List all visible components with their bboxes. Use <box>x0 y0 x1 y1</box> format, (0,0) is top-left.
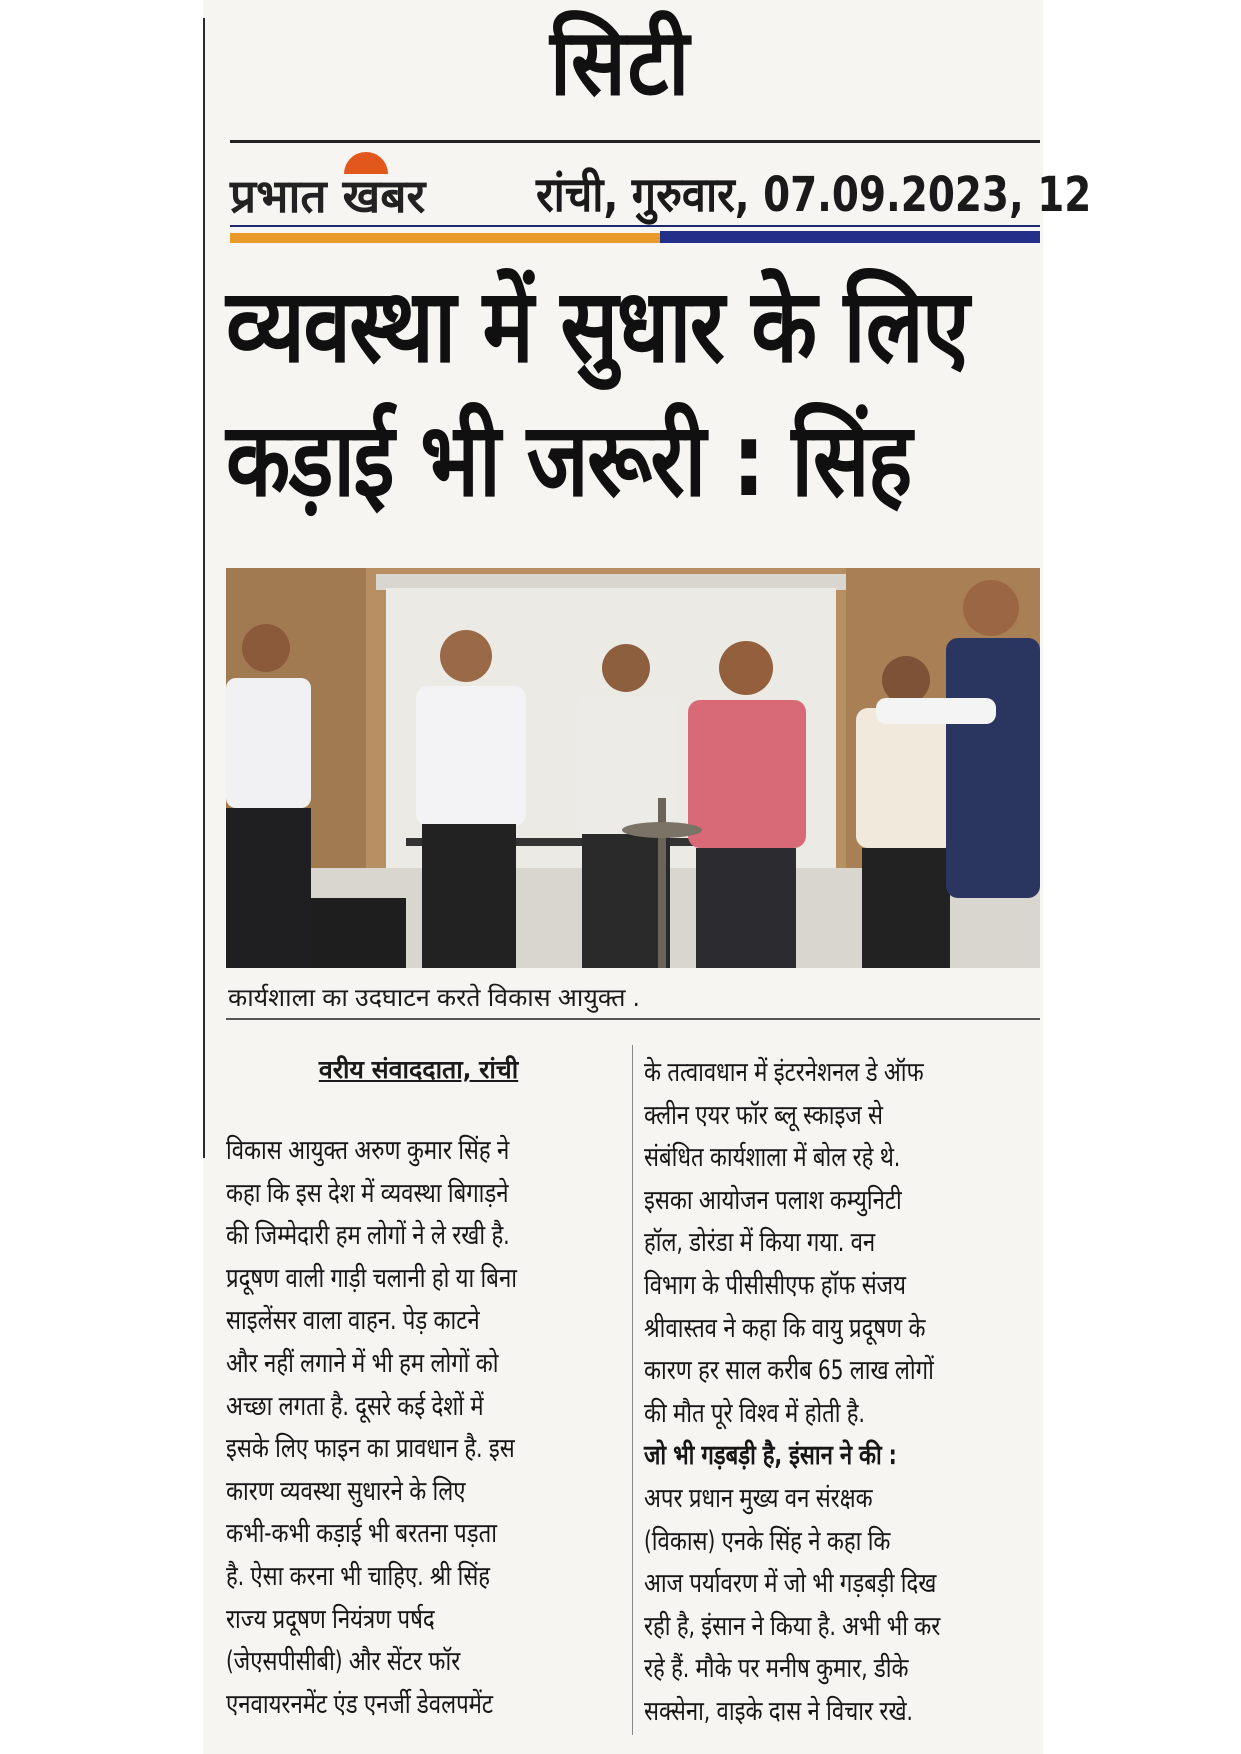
page-edge-line <box>203 18 205 1158</box>
dateline: रांची, गुरुवार, 07.09.2023, 12 <box>536 167 1092 223</box>
column-1-line: विकास आयुक्त अरुण कुमार सिंह ने <box>226 1135 510 1166</box>
article-column-2 <box>644 1052 1029 1734</box>
photo-caption: कार्यशाला का उदघाटन करते विकास आयुक्त . <box>228 983 640 1012</box>
column-1-line: अच्छा लगता है. दूसरे कई देशों में <box>226 1390 484 1422</box>
column-2-line: के तत्वावधान में इंटरनेशनल डे ऑफ <box>644 1057 924 1088</box>
column-1-line: कारण व्यवस्था सुधारने के लिए <box>226 1475 466 1507</box>
band-blue <box>660 231 1040 243</box>
masthead-color-band <box>230 231 1040 243</box>
news-photo <box>226 568 1040 968</box>
photo-illustration <box>226 568 1040 968</box>
column-divider <box>632 1045 633 1735</box>
column-1-line: एनवायरनमेंट एंड एनर्जी डेवलपमेंट <box>226 1688 494 1720</box>
masthead <box>226 160 1092 230</box>
subheading: जो भी गड़बड़ी है, इंसान ने की : <box>644 1440 897 1472</box>
column-2-line: रहे हैं. मौके पर मनीष कुमार, डीके <box>644 1653 909 1685</box>
band-top-line <box>230 225 1040 227</box>
article-column-1 <box>226 1130 611 1726</box>
column-1-line: कहा कि इस देश में व्यवस्था बिगाड़ने <box>226 1177 509 1209</box>
caption-rule <box>226 1018 1040 1020</box>
column-2-line: संबंधित कार्यशाला में बोल रहे थे. <box>644 1142 901 1174</box>
column-2-line: (विकास) एनके सिंह ने कहा कि <box>644 1525 891 1557</box>
headline-line-1: व्यवस्था में सुधार के लिए <box>226 267 968 386</box>
column-1-line: इसके लिए फाइन का प्रावधान है. इस <box>226 1433 515 1465</box>
top-rule <box>230 140 1040 143</box>
column-1-line: प्रदूषण वाली गाड़ी चलानी हो या बिना <box>226 1262 517 1294</box>
column-1-line: राज्य प्रदूषण नियंत्रण पर्षद <box>226 1603 435 1635</box>
column-1-line: की जिम्मेदारी हम लोगों ने ले रखी है. <box>226 1220 510 1252</box>
column-2-line: रही है, इंसान ने किया है. अभी भी कर <box>644 1610 941 1642</box>
column-1-line: साइलेंसर वाला वाहन. पेड़ काटने <box>226 1305 480 1337</box>
column-2-line: श्रीवास्तव ने कहा कि वायु प्रदूषण के <box>644 1312 926 1344</box>
column-2-line: कारण हर साल करीब 65 लाख लोगों <box>644 1355 934 1387</box>
column-2-line: अपर प्रधान मुख्य वन संरक्षक <box>644 1482 873 1514</box>
column-2-line: सक्सेना, वाइके दास ने विचार रखे. <box>644 1695 913 1727</box>
column-2-line: आज पर्यावरण में जो भी गड़बड़ी दिख <box>644 1568 937 1600</box>
column-2-line: इसका आयोजन पलाश कम्युनिटी <box>644 1184 902 1216</box>
column-1-line: है. ऐसा करना भी चाहिए. श्री सिंह <box>226 1560 491 1592</box>
newspaper-logo: प्रभात खबर <box>230 169 426 223</box>
section-title: सिटी <box>550 9 691 116</box>
column-1-line: (जेएसपीसीबी) और सेंटर फॉर <box>226 1646 461 1678</box>
band-orange <box>230 233 670 243</box>
column-2-line: की मौत पूरे विश्व में होती है. <box>644 1397 865 1429</box>
column-2-line: हॉल, डोरंडा में किया गया. वन <box>644 1227 876 1259</box>
headline-line-2: कड़ाई भी जरूरी : सिंह <box>226 401 911 520</box>
byline: वरीय संवाददाता, रांची <box>318 1055 519 1084</box>
column-2-line: क्लीन एयर फॉर ब्लू स्काइज से <box>644 1099 884 1131</box>
column-2-line: विभाग के पीसीसीएफ हॉफ संजय <box>644 1269 906 1301</box>
headline <box>226 260 1046 528</box>
column-1-line: और नहीं लगाने में भी हम लोगों को <box>226 1347 499 1379</box>
column-1-line: कभी-कभी कड़ाई भी बरतना पड़ता <box>226 1518 497 1550</box>
